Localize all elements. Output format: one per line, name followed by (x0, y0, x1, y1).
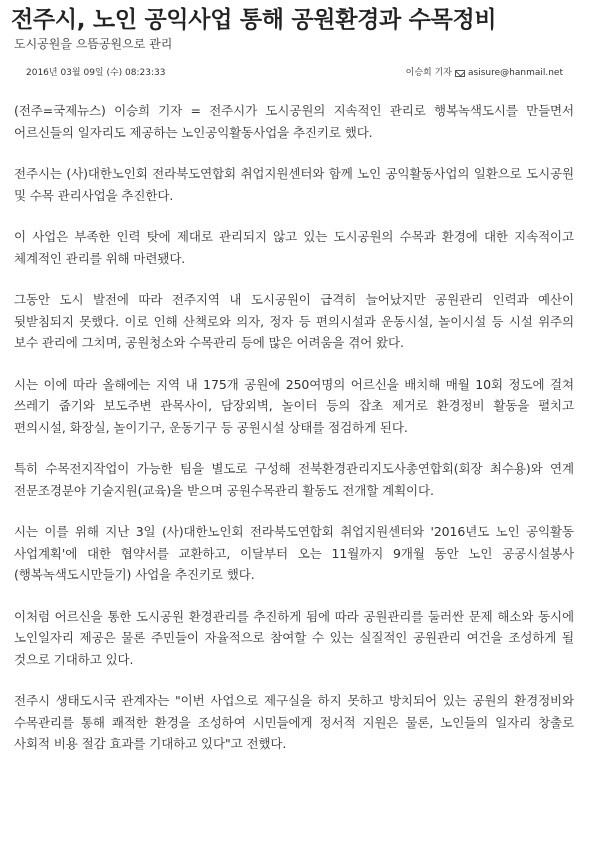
byline (406, 64, 563, 82)
article-body (14, 100, 574, 775)
paragraph: 시는 이를 위해 지난 3일 (사)대한노인회 전라북도연합회 취업지원센터와 '2016년도 노인 공익활동 사업계획'에 대한 협약서를 교환하고, 이달부터 오는 11월까지 9개월 동안 노인 공공시설봉사(행복녹색도시만들기) 사업을 추진키로 했다. (14, 524, 574, 582)
paragraph: (전주=국제뉴스) 이승희 기자 = 전주시가 도시공원의 지속적인 관리로 행복녹색도시를 만들면서 어르신들의 일자리도 제공하는 노인공익활동사업을 추진키로 했다. (14, 103, 574, 140)
article-title: 전주시, 노인 공익사업 통해 공원환경과 수목정비 (11, 7, 497, 33)
mail-icon[interactable] (455, 70, 465, 77)
paragraph: 이처럼 어르신을 통한 도시공원 환경관리를 추진하게 됨에 따라 공원관리를 둘러싼 문제 해소와 동시에 노인일자리 제공은 물론 주민들이 자율적으로 참여할 수 있는 실질적인 공원관리 여건을 조성하게 될 것으로 기대하고 있다. (14, 608, 574, 667)
paragraph: 이 사업은 부족한 인력 탓에 제대로 관리되지 않고 있는 도시공원의 수목과 환경에 대한 지속적이고 체계적인 관리를 위해 마련됐다. (14, 229, 574, 266)
publish-date: 2016년 03월 09일 (수) 08:23:33 (26, 68, 166, 78)
paragraph: 시는 이에 따라 올해에는 지역 내 175개 공원에 250여명의 어르신을 배치해 매월 10회 정도에 걸쳐 쓰레기 줍기와 보도주변 관목사이, 담장외벽, 놀이터 등의 잡초 제거로 환경정비 활동을 펼치고 편의시설, 화장실, 놀이기구, 운동기구 등 공원시설 상태를 점검하게 된다. (14, 376, 574, 435)
author-email[interactable]: asisure@hanmail.net (468, 68, 563, 78)
paragraph: 전주시 생태도시국 관계자는 "이번 사업으로 제구실을 하지 못하고 방치되어 있는 공원의 환경정비와 수목관리를 통해 쾌적한 환경을 조성하여 시민들에게 정서적 지원은 물론, 노인들의 일자리 창출로 사회적 비용 절감 효과를 기대하고 있다"고 전했다. (14, 693, 574, 751)
paragraph: 특히 수목전지작업이 가능한 팀을 별도로 구성해 전북환경관리지도사총연합회(회장 최수용)와 연계 전문조경분야 기술지원(교육)을 받으며 공원수목관리 활동도 전개할 계획이다. (14, 461, 574, 498)
paragraph: 그동안 도시 발전에 따라 전주지역 내 도시공원이 급격히 늘어났지만 공원관리 인력과 예산이 뒷받침되지 못했다. 이로 인해 산책로와 의자, 정자 등 편의시설과 운동시설, 놀이시설 등 시설 위주의 보수 관리에 그치며, 공원청소와 수목관리 등에 많은 어려움을 겪어 왔다. (14, 292, 574, 350)
article-meta (0, 64, 591, 82)
article-subtitle: 도시공원을 으뜸공원으로 관리 (14, 37, 173, 51)
paragraph: 전주시는 (사)대한노인회 전라북도연합회 취업지원센터와 함께 노인 공익활동사업의 일환으로 도시공원 및 수목 관리사업을 추진한다. (14, 166, 574, 203)
author-name: 이승희 기자 (405, 68, 453, 78)
